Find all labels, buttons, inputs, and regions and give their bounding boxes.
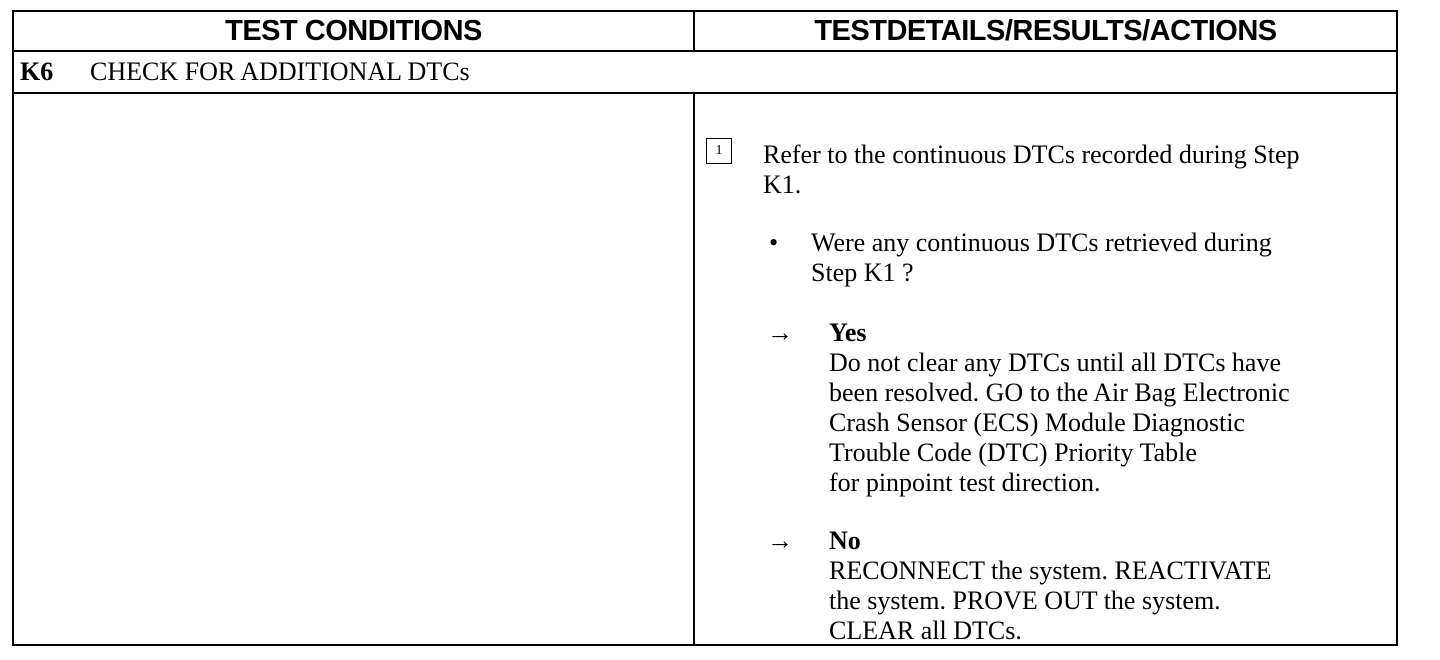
instruction-text xyxy=(763,140,1393,200)
header-test-details: TESTDETAILS/RESULTS/ACTIONS xyxy=(814,14,1277,47)
answer-yes-line: for pinpoint test direction. xyxy=(829,468,1101,497)
step-title: CHECK FOR ADDITIONAL DTCs xyxy=(90,57,470,86)
answer-no-line: CLEAR all DTCs. xyxy=(829,616,1022,645)
step-title-row xyxy=(14,52,1396,94)
test-conditions-cell xyxy=(14,94,695,644)
table-body-row xyxy=(14,94,1396,644)
arrow-right-icon: → xyxy=(767,318,793,347)
question-line: Were any continuous DTCs retrieved during xyxy=(811,228,1272,257)
question-bullet xyxy=(763,228,1393,288)
answer-yes-line: Trouble Code (DTC) Priority Table xyxy=(829,438,1197,467)
instruction-line: K1. xyxy=(763,170,802,199)
answer-no-body xyxy=(829,526,1399,646)
answer-no xyxy=(763,526,1403,646)
question-line: Step K1 ? xyxy=(811,258,914,287)
table-header-row xyxy=(14,12,1396,52)
answer-yes-line: been resolved. GO to the Air Bag Electronic xyxy=(829,378,1290,407)
answer-yes-body xyxy=(829,318,1399,498)
step-id: K6 xyxy=(20,57,54,86)
arrow-right-icon: → xyxy=(767,526,793,555)
answer-yes xyxy=(763,318,1403,498)
answer-yes-line: Do not clear any DTCs until all DTCs have xyxy=(829,348,1282,377)
test-table xyxy=(12,10,1398,646)
header-test-conditions: TEST CONDITIONS xyxy=(14,12,695,50)
answer-yes-label: Yes xyxy=(829,318,867,347)
bullet-icon: • xyxy=(769,228,779,257)
answer-no-label: No xyxy=(829,526,861,555)
instruction-line: Refer to the continuous DTCs recorded during Step xyxy=(763,140,1300,169)
question-text xyxy=(811,228,1371,288)
answer-no-line: RECONNECT the system. REACTIVATE xyxy=(829,556,1272,585)
item-number-box: 1 xyxy=(706,138,732,164)
answer-yes-line: Crash Sensor (ECS) Module Diagnostic xyxy=(829,408,1245,437)
answer-no-line: the system. PROVE OUT the system. xyxy=(829,586,1221,615)
test-details-cell xyxy=(695,94,1396,644)
